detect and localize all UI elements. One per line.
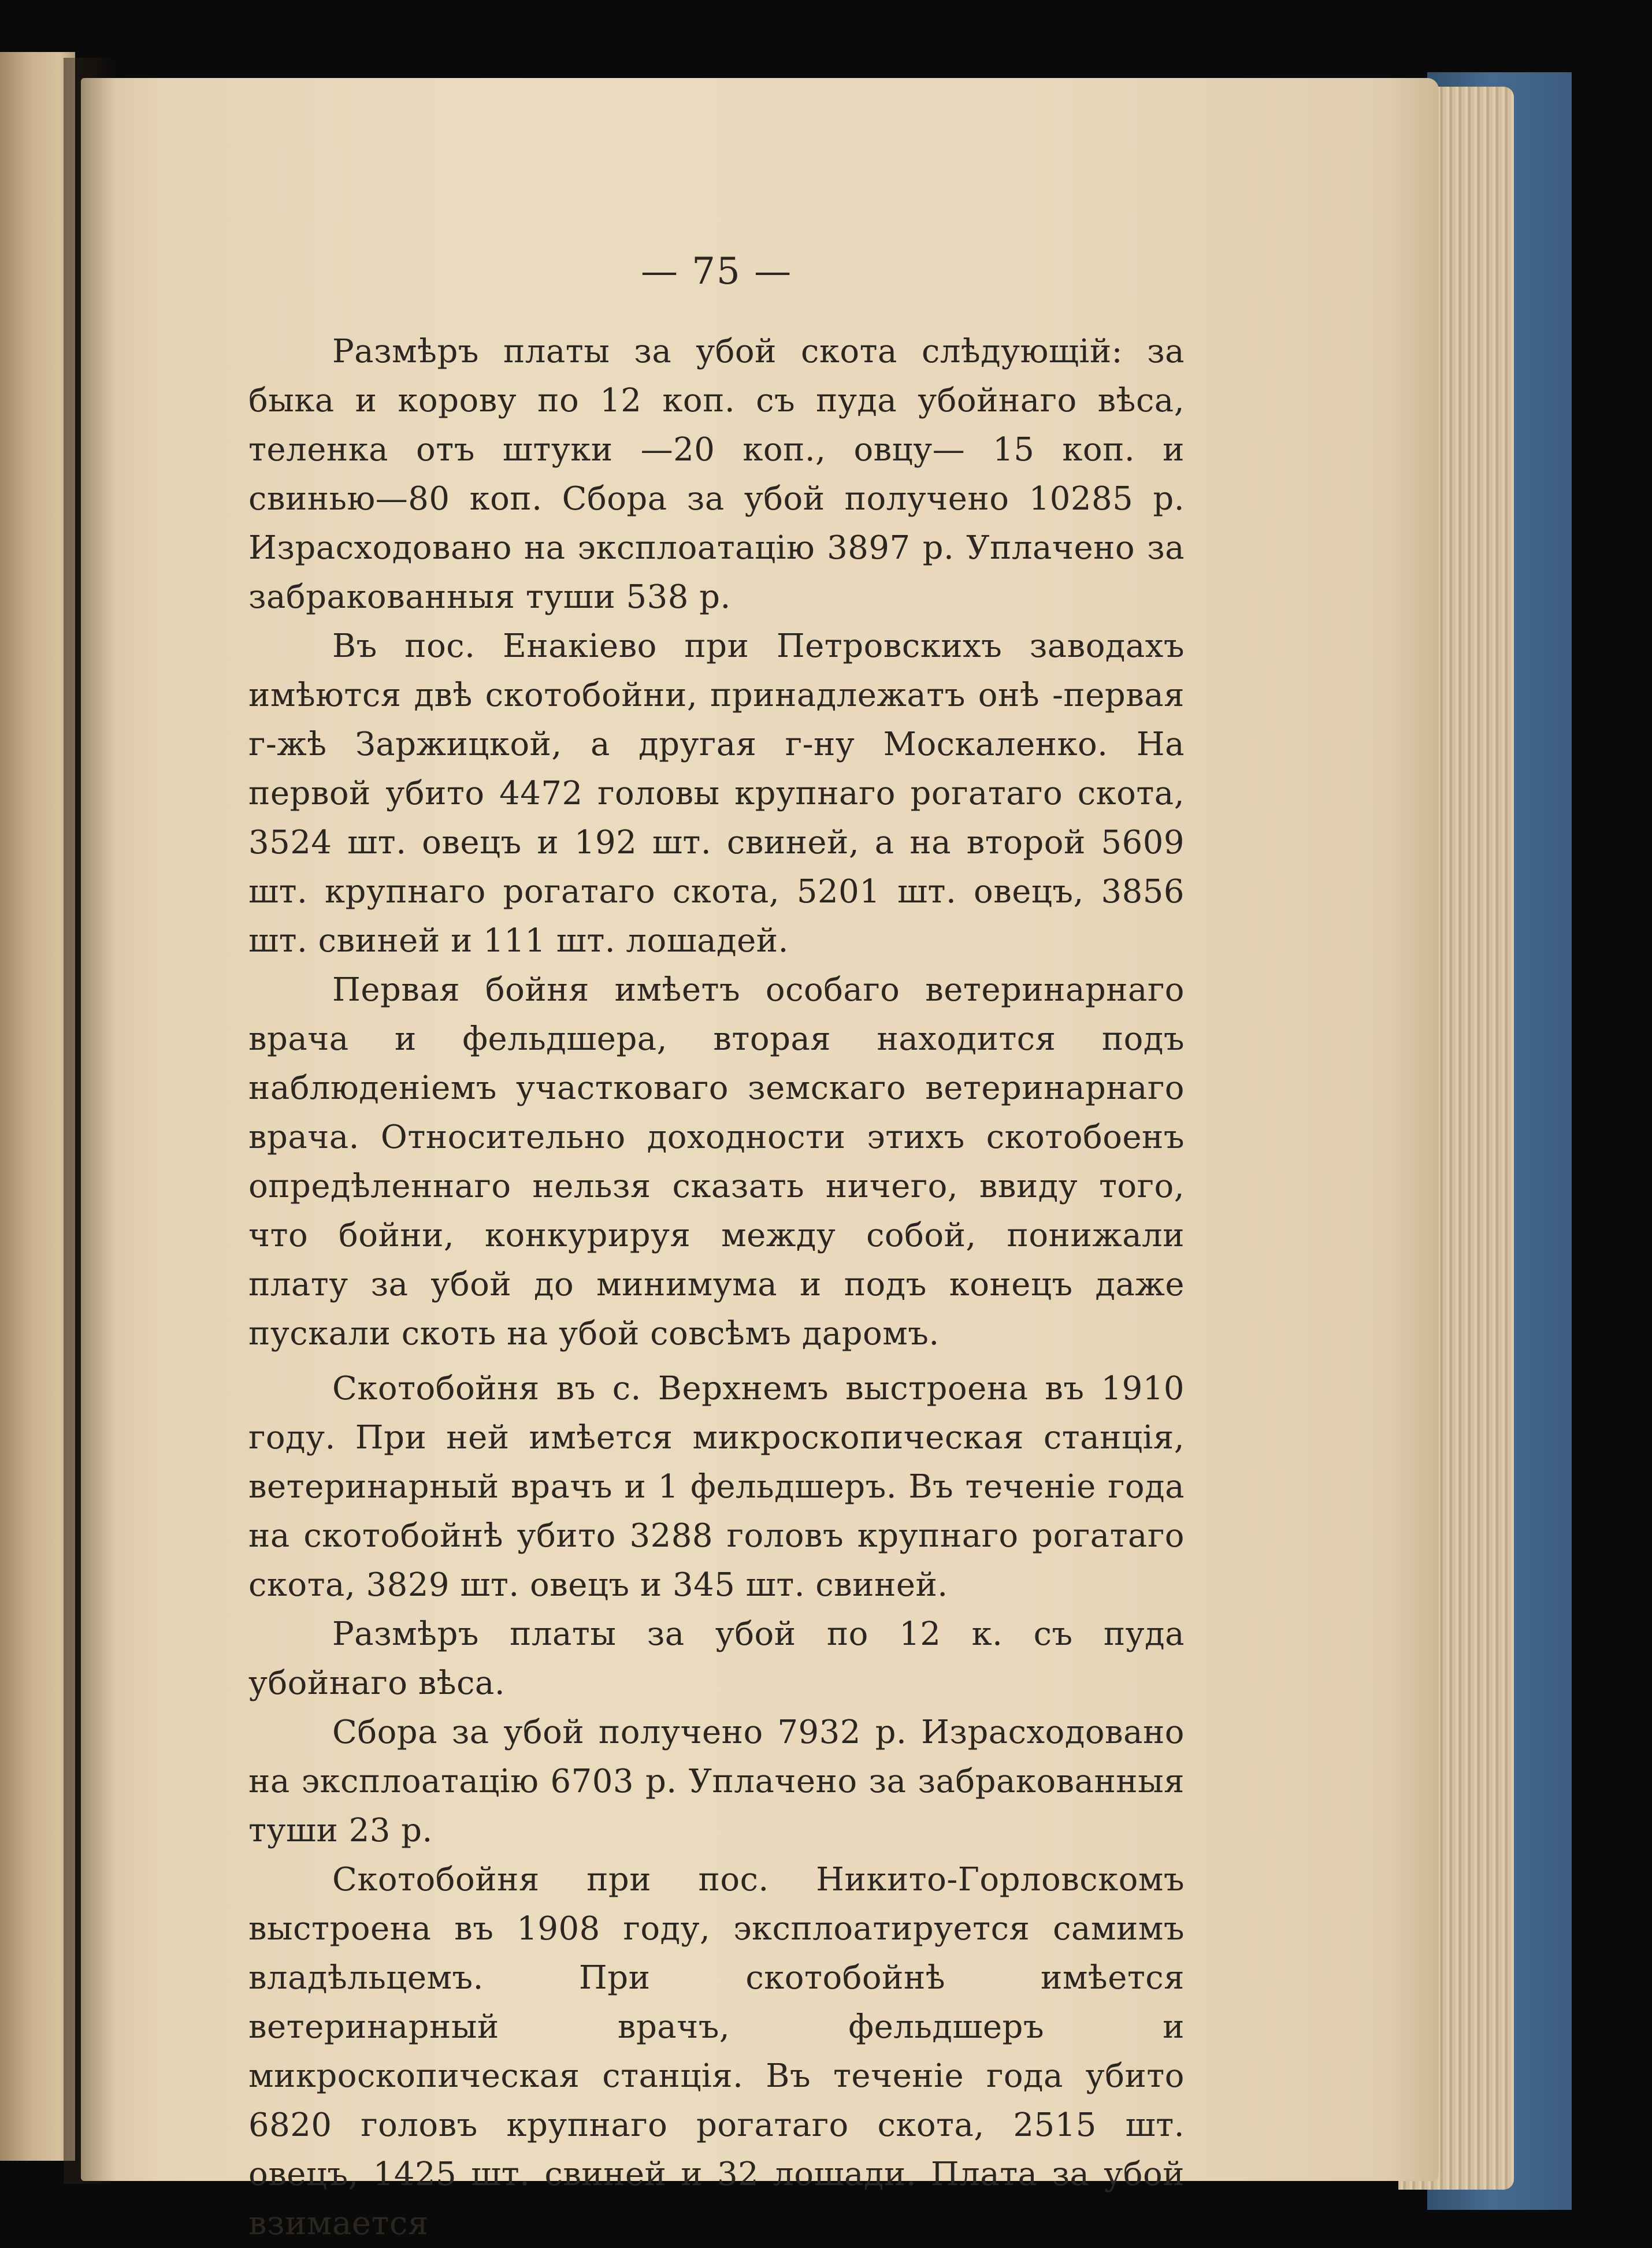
page-number: — 75 — — [640, 250, 793, 293]
paragraph-2: Въ пос. Енакіево при Петровскихъ заводахъ имѣются двѣ скотобойни, принадлежатъ онѣ -первая г-жѣ Заржицкой, а другая г-ну Москаленко. На первой убито 4472 головы крупнаго рогатаго скота, 3524 шт. овецъ и 192 шт. свиней, а на второй 5609 шт. крупнаго рогатаго скота, 5201 шт. овецъ, 3856 шт. свиней и 111 шт. лошадей. — [248, 627, 1185, 960]
page-text-block — [248, 248, 1185, 2248]
gutter-shadow — [64, 58, 116, 2184]
paragraph-6: Сбора за убой получено 7932 р. Израсходовано на эксплоатацію 6703 р. Уплачено за забракованныя туши 23 р. — [248, 1714, 1185, 1849]
paragraph-4: Скотобойня въ с. Верхнемъ выстроена въ 1910 году. При ней имѣется микроскопическая станція, ветеринарный врачъ и 1 фельдшеръ. Въ теченіе года на скотобойнѣ убито 3288 головъ крупнаго рогатаго скота, 3829 шт. овецъ и 345 шт. свиней. — [248, 1370, 1185, 1604]
paragraph-5: Размѣръ платы за убой по 12 к. съ пуда убойнаго вѣса. — [248, 1615, 1185, 1702]
paragraph-7: Скотобойня при пос. Никито-Горловскомъ выстроена въ 1908 году, эксплоатируется самимъ владѣльцемъ. При скотобойнѣ имѣется ветеринарный врачъ, фельдшеръ и микроскопическая станція. Въ теченіе года убито 6820 головъ крупнаго рогатаго скота, 2515 шт. овецъ, 1425 шт. свиней и 32 лошади. Плата за убой взимается — [248, 1861, 1185, 2242]
paragraph-3: Первая бойня имѣетъ особаго ветеринарнаго врача и фельдшера, вторая находится подъ наблюденіемъ участковаго земскаго ветеринарнаго врача. Относительно доходности этихъ скотобоенъ опредѣленнаго нельзя сказать ничего, ввиду того, что бойни, конкурируя между собой, понижали плату за убой до минимума и подъ конецъ даже пускали скоть на убой совсѣмъ даромъ. — [248, 971, 1185, 1352]
paragraph-1: Размѣръ платы за убой скота слѣдующій: за быка и корову по 12 коп. съ пуда убойнаго вѣса, теленка отъ штуки —20 коп., овцу— 15 коп. и свинью—80 коп. Сбора за убой получено 10285 р. Израсходовано на эксплоатацію 3897 р. Уплачено за забракованныя туши 538 р. — [248, 333, 1185, 616]
